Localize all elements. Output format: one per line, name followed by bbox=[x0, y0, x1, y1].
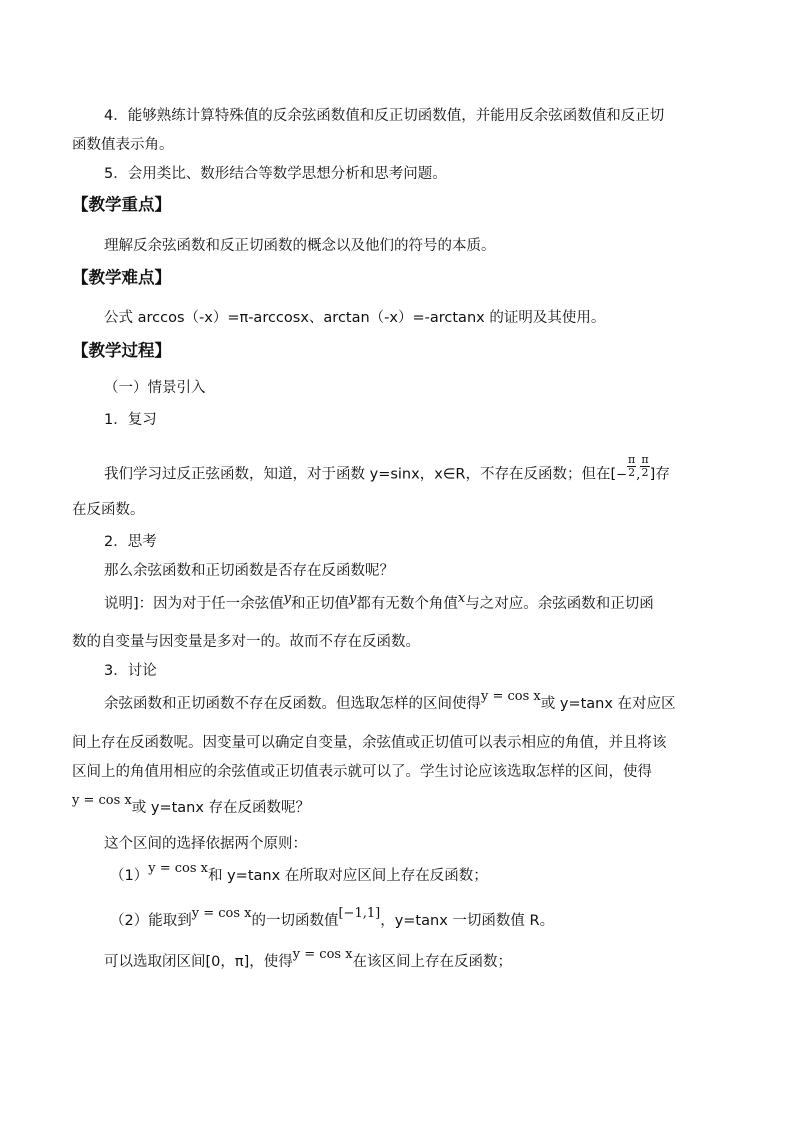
discussion-text: 余弦函数和正切函数不存在反函数。但选取怎样的区间使得 bbox=[104, 696, 481, 712]
math-y: y bbox=[283, 591, 292, 606]
principle-text: 的一切函数值 bbox=[251, 913, 339, 929]
think-question: 那么余弦函数和正切函数是否存在反函数呢？ bbox=[104, 563, 394, 579]
teaching-difficulty-text: 公式 arccos（-x）=π-arccosx、arctan（-x）=-arctanx 的证明及其使用。 bbox=[104, 310, 606, 326]
review-text-start: 我们学习过反正弦函数，知道，对于函数 y=sinx，x∈R，不存在反函数；但在[ bbox=[104, 466, 617, 483]
minus-sign: − bbox=[616, 467, 628, 483]
heading-teaching-difficulty: 【教学难点】 bbox=[72, 268, 171, 287]
explanation-text: 与之对应。余弦函数和正切函 bbox=[465, 596, 654, 612]
subsection-discussion: 3．讨论 bbox=[104, 663, 157, 679]
final-line bbox=[104, 947, 513, 973]
explanation-text: 和正切值 bbox=[291, 596, 350, 612]
discussion-line-2: 间上存在反函数呢。因变量可以确定自变量，余弦值或正切值可以表示相应的角值，并且将该 bbox=[72, 735, 667, 751]
equation-y-cos-x: y = cos x bbox=[481, 689, 541, 704]
equation-y-cos-x: y = cos x bbox=[292, 947, 353, 962]
explanation-text: 都有无数个角值 bbox=[356, 596, 458, 612]
principle-number: （1） bbox=[110, 868, 149, 884]
review-paragraph-line-1 bbox=[104, 453, 670, 487]
objective-item-4-line-2: 函数值表示角。 bbox=[72, 137, 174, 153]
heading-teaching-focus: 【教学重点】 bbox=[72, 195, 171, 214]
discussion-line-4 bbox=[72, 793, 311, 819]
objective-item-4-line-1: 4．能够熟练计算特殊值的反余弦函数值和反正切函数值，并能用反余弦函数值和反正切 bbox=[104, 108, 665, 124]
final-text: 可以选取闭区间[0，π]，使得 bbox=[104, 954, 293, 970]
discussion-text: 或 y=tanx 存在反函数呢？ bbox=[131, 800, 311, 816]
final-text: 在该区间上存在反函数； bbox=[352, 954, 513, 970]
objective-item-5: 5．会用类比、数形结合等数学思想分析和思考问题。 bbox=[104, 166, 447, 182]
equation-y-cos-x: y = cos x bbox=[148, 861, 208, 876]
interval-minus1-1: [−1,1] bbox=[338, 906, 381, 921]
explanation-text: 说明]：因为对于任一余弦值 bbox=[104, 596, 284, 612]
explanation-line-2: 数的自变量与因变量是多对一的。故而不存在反函数。 bbox=[72, 634, 420, 650]
interval-comma: , bbox=[636, 467, 641, 483]
subsection-review: 1．复习 bbox=[104, 412, 157, 428]
fraction-pi-over-2 bbox=[640, 454, 649, 479]
principle-text: ，y=tanx 一切函数值 R。 bbox=[380, 913, 555, 929]
review-paragraph-line-2: 在反函数。 bbox=[72, 502, 145, 518]
math-x: x bbox=[457, 591, 466, 606]
principle-intro: 这个区间的选择依据两个原则： bbox=[104, 836, 307, 852]
teaching-focus-text: 理解反余弦函数和反正切函数的概念以及他们的符号的本质。 bbox=[104, 238, 496, 254]
fraction-denominator: 2 bbox=[641, 466, 649, 479]
discussion-line-1 bbox=[104, 689, 676, 715]
math-y: y bbox=[349, 591, 357, 606]
equation-y-cos-x: y = cos x bbox=[72, 793, 132, 808]
principle-text: 和 y=tanx 在所取对应区间上存在反函数； bbox=[207, 868, 488, 884]
principle-2 bbox=[110, 906, 555, 932]
discussion-text: 或 y=tanx 在对应区 bbox=[540, 696, 676, 712]
principle-1 bbox=[110, 861, 488, 887]
explanation-line-1 bbox=[104, 591, 654, 615]
principle-text: （2）能取到 bbox=[110, 913, 192, 929]
fraction-denominator: 2 bbox=[628, 466, 636, 479]
review-text-end: ]存 bbox=[649, 466, 670, 483]
discussion-line-3: 区间上的角值用相应的余弦值或正切值表示就可以了。学生讨论应该选取怎样的区间，使得 bbox=[72, 764, 652, 780]
section-1-title: （一）情景引入 bbox=[104, 380, 206, 396]
fraction-numerator: π bbox=[628, 453, 636, 466]
fraction-pi-over-2 bbox=[627, 454, 636, 479]
fraction-numerator: π bbox=[641, 453, 649, 466]
heading-teaching-process: 【教学过程】 bbox=[72, 341, 171, 360]
equation-y-cos-x: y = cos x bbox=[191, 906, 252, 921]
subsection-think: 2．思考 bbox=[104, 534, 157, 550]
